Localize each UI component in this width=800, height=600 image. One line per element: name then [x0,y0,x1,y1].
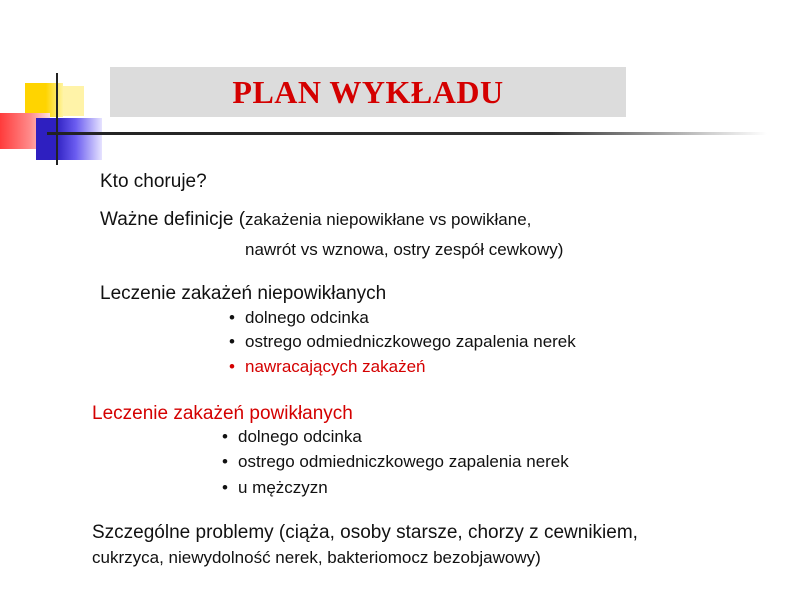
complicated-heading: Leczenie zakażeń powikłanych [92,403,353,424]
item-who: Kto choruje? [100,171,207,192]
title-banner [110,67,626,117]
problems-line-2: cukrzyca, niewydolność nerek, bakteriomocz bezobjawowy) [92,548,541,567]
bullet-icon: • [229,308,235,327]
definitions-detail-1: zakażenia niepowikłane vs powikłane, [245,210,532,229]
decor-square-blue [36,118,102,160]
definitions-main: Ważne definicje ( [100,209,246,230]
bullet-icon: • [222,427,228,446]
list-item: • u mężczyzn [222,478,328,497]
problems-line-1: Szczególne problemy (ciąża, osoby starsze, chorzy z cewnikiem, [92,522,638,543]
bullet-icon: • [229,332,235,351]
list-item: • dolnego odcinka [222,427,362,446]
definitions-detail-2: nawrót vs wznowa, ostry zespół cewkowy) [245,240,564,259]
bullet-icon: • [222,478,228,497]
list-item: • ostrego odmiedniczkowego zapalenia nerek [222,452,569,471]
list-item: • dolnego odcinka [229,308,369,327]
page-title: PLAN WYKŁADU [232,73,504,110]
item-definitions [100,209,531,231]
decor-vertical-line [56,73,58,165]
bullet-icon: • [222,452,228,471]
bullet-icon: • [229,357,235,376]
list-item: • ostrego odmiedniczkowego zapalenia nerek [229,332,576,351]
list-item: • nawracających zakażeń [229,357,426,376]
decor-horizontal-rule [47,132,767,135]
uncomplicated-heading: Leczenie zakażeń niepowikłanych [100,283,387,304]
